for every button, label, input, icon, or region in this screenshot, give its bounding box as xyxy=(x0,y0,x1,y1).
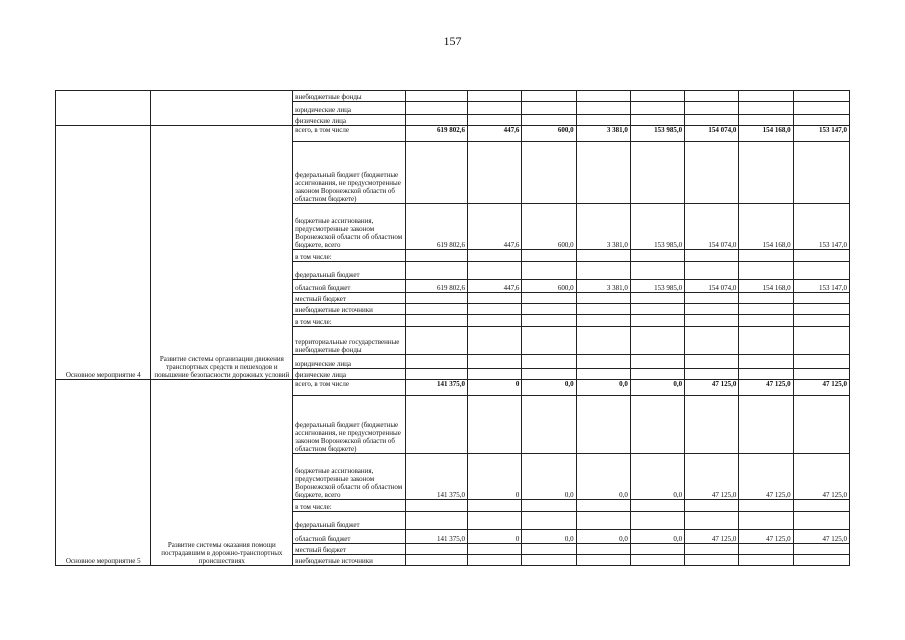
value-cell xyxy=(793,512,849,530)
funding-source-cell: всего, в том числе xyxy=(293,126,406,142)
value-cell: 0,0 xyxy=(576,454,630,500)
value-cell xyxy=(630,500,684,512)
value-cell xyxy=(630,262,684,280)
value-cell xyxy=(630,355,684,369)
table-row xyxy=(56,126,850,142)
value-cell xyxy=(630,250,684,262)
value-cell xyxy=(793,91,849,102)
value-cell xyxy=(630,315,684,327)
value-cell xyxy=(405,102,467,115)
value-cell: 141 375,0 xyxy=(405,380,467,396)
value-cell xyxy=(522,327,576,355)
value-cell xyxy=(522,512,576,530)
value-cell: 600,0 xyxy=(522,204,576,250)
value-cell: 0,0 xyxy=(522,380,576,396)
value-cell xyxy=(468,250,522,262)
value-cell xyxy=(739,544,793,555)
funding-source-cell: федеральный бюджет (бюджетные ассигнования, не предусмотренные законом Воронежской области об областном бюджете) xyxy=(293,396,406,454)
value-cell xyxy=(468,91,522,102)
value-cell xyxy=(522,250,576,262)
value-cell: 0,0 xyxy=(576,380,630,396)
value-cell xyxy=(793,500,849,512)
value-cell xyxy=(576,115,630,126)
value-cell: 153 985,0 xyxy=(630,280,684,293)
value-cell xyxy=(576,500,630,512)
value-cell xyxy=(576,555,630,566)
value-cell xyxy=(522,304,576,315)
value-cell: 619 802,6 xyxy=(405,280,467,293)
value-cell xyxy=(685,142,739,204)
value-cell xyxy=(405,500,467,512)
value-cell xyxy=(685,293,739,304)
value-cell xyxy=(793,396,849,454)
value-cell xyxy=(576,293,630,304)
value-cell xyxy=(405,315,467,327)
value-cell xyxy=(739,369,793,380)
value-cell: 619 802,6 xyxy=(405,126,467,142)
value-cell xyxy=(739,396,793,454)
value-cell: 0,0 xyxy=(630,530,684,544)
value-cell xyxy=(405,512,467,530)
value-cell: 447,6 xyxy=(468,280,522,293)
value-cell: 47 125,0 xyxy=(793,530,849,544)
value-cell xyxy=(793,327,849,355)
value-cell xyxy=(468,304,522,315)
value-cell xyxy=(739,315,793,327)
value-cell xyxy=(685,355,739,369)
value-cell xyxy=(685,91,739,102)
value-cell xyxy=(468,315,522,327)
value-cell xyxy=(576,327,630,355)
value-cell xyxy=(793,304,849,315)
value-cell xyxy=(685,544,739,555)
funding-source-cell: местный бюджет xyxy=(293,293,406,304)
value-cell xyxy=(468,396,522,454)
value-cell xyxy=(630,555,684,566)
table-row xyxy=(56,91,850,102)
value-cell xyxy=(405,91,467,102)
value-cell xyxy=(739,115,793,126)
value-cell xyxy=(793,355,849,369)
value-cell xyxy=(630,293,684,304)
funding-source-cell: в том числе: xyxy=(293,315,406,327)
value-cell xyxy=(522,355,576,369)
value-cell xyxy=(630,102,684,115)
value-cell: 153 985,0 xyxy=(630,126,684,142)
value-cell: 141 375,0 xyxy=(405,454,467,500)
value-cell: 154 168,0 xyxy=(739,280,793,293)
value-cell xyxy=(739,500,793,512)
table-row xyxy=(56,380,850,396)
value-cell: 154 074,0 xyxy=(685,126,739,142)
value-cell: 47 125,0 xyxy=(739,454,793,500)
funding-source-cell: внебюджетные источники xyxy=(293,304,406,315)
value-cell xyxy=(793,250,849,262)
value-cell xyxy=(576,142,630,204)
value-cell: 447,6 xyxy=(468,126,522,142)
value-cell: 47 125,0 xyxy=(739,380,793,396)
value-cell: 47 125,0 xyxy=(685,530,739,544)
value-cell xyxy=(685,555,739,566)
value-cell xyxy=(468,115,522,126)
funding-source-cell: федеральный бюджет (бюджетные ассигнования, не предусмотренные законом Воронежской области об областном бюджете) xyxy=(293,142,406,204)
value-cell: 47 125,0 xyxy=(793,454,849,500)
value-cell xyxy=(576,304,630,315)
value-cell xyxy=(739,293,793,304)
value-cell xyxy=(576,369,630,380)
value-cell xyxy=(468,500,522,512)
activity-description-cell: Развитие системы оказания помощи пострадавшим в дорожно-транспортных происшествиях xyxy=(151,380,293,566)
value-cell xyxy=(468,142,522,204)
funding-source-cell: юридические лица xyxy=(293,355,406,369)
value-cell: 0 xyxy=(468,530,522,544)
budget-table-body xyxy=(56,91,850,566)
value-cell xyxy=(405,555,467,566)
value-cell xyxy=(522,544,576,555)
value-cell xyxy=(405,142,467,204)
value-cell xyxy=(468,555,522,566)
funding-source-cell: юридические лица xyxy=(293,102,406,115)
value-cell: 47 125,0 xyxy=(685,380,739,396)
value-cell xyxy=(739,327,793,355)
value-cell xyxy=(522,142,576,204)
value-cell: 600,0 xyxy=(522,126,576,142)
value-cell xyxy=(739,102,793,115)
value-cell xyxy=(685,115,739,126)
value-cell xyxy=(522,396,576,454)
funding-source-cell: федеральный бюджет xyxy=(293,262,406,280)
value-cell: 154 168,0 xyxy=(739,126,793,142)
value-cell xyxy=(576,262,630,280)
value-cell xyxy=(576,512,630,530)
value-cell xyxy=(630,142,684,204)
value-cell xyxy=(685,315,739,327)
funding-source-cell: бюджетные ассигнования, предусмотренные законом Воронежской области об областном бюджете, всего xyxy=(293,454,406,500)
value-cell xyxy=(468,369,522,380)
value-cell xyxy=(576,396,630,454)
value-cell xyxy=(630,304,684,315)
funding-source-cell: внебюджетные источники xyxy=(293,555,406,566)
value-cell xyxy=(685,250,739,262)
value-cell: 3 381,0 xyxy=(576,280,630,293)
value-cell xyxy=(739,91,793,102)
value-cell xyxy=(793,369,849,380)
value-cell: 154 168,0 xyxy=(739,204,793,250)
value-cell xyxy=(630,544,684,555)
value-cell xyxy=(685,396,739,454)
value-cell xyxy=(576,102,630,115)
value-cell xyxy=(405,396,467,454)
value-cell xyxy=(522,262,576,280)
value-cell: 47 125,0 xyxy=(793,380,849,396)
value-cell: 153 147,0 xyxy=(793,204,849,250)
funding-source-cell: территориальные государственные внебюджетные фонды xyxy=(293,327,406,355)
value-cell xyxy=(739,555,793,566)
value-cell xyxy=(793,315,849,327)
value-cell xyxy=(468,293,522,304)
funding-source-cell: всего, в том числе xyxy=(293,380,406,396)
value-cell: 0,0 xyxy=(522,454,576,500)
value-cell xyxy=(576,91,630,102)
value-cell xyxy=(685,327,739,355)
funding-source-cell: физические лица xyxy=(293,369,406,380)
value-cell: 154 074,0 xyxy=(685,204,739,250)
value-cell: 0,0 xyxy=(522,530,576,544)
value-cell xyxy=(576,544,630,555)
value-cell xyxy=(576,250,630,262)
value-cell xyxy=(793,293,849,304)
value-cell xyxy=(685,512,739,530)
value-cell: 447,6 xyxy=(468,204,522,250)
value-cell: 153 147,0 xyxy=(793,280,849,293)
value-cell xyxy=(576,355,630,369)
value-cell xyxy=(630,91,684,102)
value-cell xyxy=(630,327,684,355)
value-cell xyxy=(468,262,522,280)
value-cell xyxy=(630,396,684,454)
funding-source-cell: бюджетные ассигнования, предусмотренные законом Воронежской области об областном бюджете, всего xyxy=(293,204,406,250)
value-cell: 0,0 xyxy=(630,380,684,396)
value-cell xyxy=(405,293,467,304)
value-cell xyxy=(630,512,684,530)
value-cell xyxy=(522,500,576,512)
value-cell xyxy=(522,293,576,304)
value-cell xyxy=(522,91,576,102)
value-cell xyxy=(793,142,849,204)
funding-source-cell: физические лица xyxy=(293,115,406,126)
value-cell xyxy=(630,115,684,126)
funding-source-cell: областной бюджет xyxy=(293,530,406,544)
value-cell xyxy=(522,369,576,380)
funding-source-cell: областной бюджет xyxy=(293,280,406,293)
funding-source-cell: федеральный бюджет xyxy=(293,512,406,530)
value-cell: 3 381,0 xyxy=(576,126,630,142)
value-cell xyxy=(468,102,522,115)
value-cell: 154 074,0 xyxy=(685,280,739,293)
budget-table xyxy=(55,90,850,566)
value-cell xyxy=(739,250,793,262)
value-cell xyxy=(793,262,849,280)
value-cell xyxy=(685,262,739,280)
value-cell: 47 125,0 xyxy=(685,454,739,500)
value-cell: 0 xyxy=(468,380,522,396)
value-cell xyxy=(685,500,739,512)
value-cell xyxy=(468,512,522,530)
value-cell xyxy=(630,369,684,380)
value-cell xyxy=(793,115,849,126)
value-cell xyxy=(793,555,849,566)
page-number: 157 xyxy=(443,34,462,48)
value-cell: 600,0 xyxy=(522,280,576,293)
value-cell xyxy=(405,327,467,355)
value-cell xyxy=(405,250,467,262)
value-cell: 141 375,0 xyxy=(405,530,467,544)
value-cell xyxy=(739,512,793,530)
value-cell xyxy=(522,315,576,327)
activity-code-cell: Основное мероприятие 4 xyxy=(56,126,151,380)
activity-description-cell xyxy=(151,91,293,126)
value-cell xyxy=(739,355,793,369)
value-cell: 0 xyxy=(468,454,522,500)
value-cell xyxy=(468,355,522,369)
value-cell xyxy=(685,304,739,315)
value-cell xyxy=(522,115,576,126)
value-cell xyxy=(793,102,849,115)
value-cell: 3 381,0 xyxy=(576,204,630,250)
value-cell: 153 985,0 xyxy=(630,204,684,250)
funding-source-cell: в том числе: xyxy=(293,500,406,512)
value-cell xyxy=(405,262,467,280)
value-cell xyxy=(522,102,576,115)
activity-code-cell: Основное мероприятие 5 xyxy=(56,380,151,566)
value-cell: 0,0 xyxy=(576,530,630,544)
value-cell: 619 802,6 xyxy=(405,204,467,250)
value-cell xyxy=(685,102,739,115)
value-cell xyxy=(739,262,793,280)
funding-source-cell: внебюджетные фонды xyxy=(293,91,406,102)
value-cell xyxy=(576,315,630,327)
value-cell xyxy=(468,327,522,355)
funding-source-cell: местный бюджет xyxy=(293,544,406,555)
value-cell xyxy=(685,369,739,380)
value-cell: 0,0 xyxy=(630,454,684,500)
value-cell: 153 147,0 xyxy=(793,126,849,142)
value-cell xyxy=(739,304,793,315)
value-cell: 47 125,0 xyxy=(739,530,793,544)
value-cell xyxy=(522,555,576,566)
activity-description-cell: Развитие системы организации движения транспортных средств и пешеходов и повышение безопасности дорожных условий xyxy=(151,126,293,380)
value-cell xyxy=(405,304,467,315)
value-cell xyxy=(405,115,467,126)
value-cell xyxy=(468,544,522,555)
value-cell xyxy=(405,369,467,380)
value-cell xyxy=(405,544,467,555)
value-cell xyxy=(793,544,849,555)
funding-source-cell: в том числе: xyxy=(293,250,406,262)
activity-code-cell xyxy=(56,91,151,126)
value-cell xyxy=(405,355,467,369)
value-cell xyxy=(739,142,793,204)
